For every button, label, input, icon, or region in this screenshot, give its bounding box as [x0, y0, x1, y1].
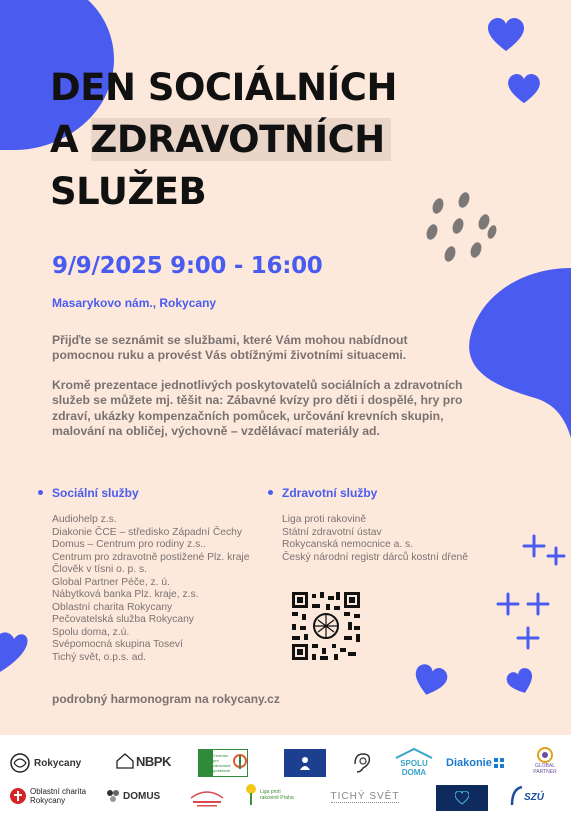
charita-text-2: Rokycany — [30, 796, 66, 805]
liga-proti-rakovine-logo — [244, 783, 300, 807]
list-item: Svépomocná skupina Toseví — [52, 639, 183, 650]
liga-logo-text: Liga proti rakovině Praha — [260, 789, 294, 801]
list-item: Spolu doma, z.ú. — [52, 626, 130, 638]
tosevi-logo — [186, 785, 228, 809]
nbpk-logo-text: NBPK — [136, 753, 171, 769]
blob-right-decoration — [455, 268, 571, 438]
social-services-heading-text: Sociální služby — [52, 486, 139, 500]
domus-icon — [106, 789, 120, 803]
heart-icon — [0, 632, 28, 674]
title-line-2-highlight: ZDRAVOTNÍCH — [91, 118, 391, 161]
list-item: Domus – Centrum pro rodiny z.s.. — [52, 539, 206, 550]
charita-cross-icon — [10, 788, 26, 804]
czp-logo-text: Centrum pro zdravotně postižené — [213, 753, 231, 773]
roof-icon — [394, 747, 434, 759]
qr-code-icon[interactable] — [292, 592, 360, 660]
list-item: Státní zdravotní ústav — [282, 526, 382, 538]
heart-icon — [508, 74, 540, 104]
oblastni-charita-logo — [10, 787, 86, 805]
diakonie-cross-icon — [494, 758, 504, 768]
szu-icon — [510, 785, 524, 809]
list-item: Rokycanská nemocnice a. s. — [282, 539, 414, 550]
rokycany-emblem-icon — [10, 753, 30, 773]
spolu-doma-text-1: SPOLU — [400, 759, 428, 768]
event-place: Masarykovo nám., Rokycany — [52, 296, 217, 310]
social-services-list — [38, 514, 249, 664]
list-item: Tichý svět, o.p.s. ad. — [52, 651, 147, 663]
social-services-heading — [38, 486, 249, 500]
bullet-icon — [268, 490, 273, 495]
event-datetime: 9/9/2025 9:00 - 16:00 — [52, 253, 323, 279]
nbpk-logo — [116, 753, 171, 769]
charita-text-1: Oblastní charita — [30, 787, 87, 796]
title-line-3: SLUŽEB — [50, 170, 207, 213]
title-line-2 — [50, 114, 397, 166]
spolu-doma-logo — [392, 745, 436, 779]
rokycany-logo — [10, 753, 81, 773]
diakonie-logo — [446, 757, 504, 769]
domus-logo-text: DOMUS — [123, 790, 161, 802]
list-item: Člověk v tísni o. p. s. — [52, 564, 147, 575]
global-partner-logo — [530, 747, 560, 775]
tichy-svet-logo — [328, 791, 402, 803]
ear-icon — [347, 750, 375, 778]
list-item: Global Partner Péče, z. ú. — [52, 576, 170, 588]
list-item: Diakonie ČCE – středisko Západní Čechy — [52, 526, 243, 538]
list-item: Audiohelp z.s. — [52, 514, 117, 525]
schedule-link[interactable]: podrobný harmonogram na rokycany.cz — [52, 692, 280, 706]
szu-logo — [510, 785, 544, 809]
heart-icon — [410, 660, 450, 701]
list-item: Český národní registr dárců kostní dřeně — [282, 551, 469, 563]
czp-mark-icon — [233, 753, 247, 773]
title-line-2-a: A — [50, 118, 91, 161]
global-partner-icon — [536, 747, 554, 763]
gray-dots-decoration — [420, 192, 500, 282]
intro-paragraph-1: Přijďte se seznámit se službami, které Vám mohou nabídnout pomocnou ruku a provést Vás obtížnými životními situacemi. — [52, 333, 408, 363]
heart-icon — [488, 18, 524, 52]
list-item: Centrum pro zdravotně postižené Plz. kraje — [52, 551, 250, 563]
social-services-column — [38, 486, 249, 664]
person-icon — [297, 755, 313, 771]
szu-logo-text: SZÚ — [524, 791, 544, 803]
spolu-doma-text-2: DOMA — [401, 768, 427, 777]
list-item: Liga proti rakovině — [282, 514, 367, 525]
diakonie-logo-text: Diakonie — [446, 757, 492, 769]
global-partner-text: GLOBAL PARTNER — [533, 763, 557, 775]
domus-logo — [106, 789, 160, 803]
list-item: Oblastní charita Rokycany — [52, 601, 173, 613]
health-services-column — [268, 486, 468, 564]
list-item: Nábytková banka Plz. kraje, z.s. — [52, 589, 199, 600]
page-title — [50, 62, 397, 218]
tosevi-icon — [187, 786, 227, 808]
audiohelp-logo — [346, 749, 376, 779]
house-icon — [116, 753, 134, 769]
partner-logos-strip — [0, 735, 571, 817]
intro-paragraph-2: Kromě prezentace jednotlivých poskytovatelů sociálních a zdravotních služeb se můžete mj. těšit na: Zábavné kvízy pro děti i dospělé, hry pro zdraví, ukázky kompenzačních pomůcek, určování krevních skupin, malování na obličej, výchovně – vzdělávací materiály ad. — [52, 378, 463, 439]
bullet-icon — [38, 490, 43, 495]
registr-heart-icon — [455, 791, 469, 805]
czp-logo — [198, 749, 248, 777]
title-line-1: DEN SOCIÁLNÍCH — [50, 66, 397, 109]
health-services-heading-text: Zdravotní služby — [282, 486, 378, 500]
health-services-list — [268, 514, 468, 564]
plus-signs-decoration — [490, 532, 571, 672]
tichy-svet-logo-text: TICHÝ SVĚT — [330, 791, 400, 802]
rokycany-logo-text: Rokycany — [34, 757, 82, 769]
registr-darcu-logo — [436, 785, 488, 811]
clovek-v-tisni-logo — [284, 749, 326, 777]
health-services-heading — [268, 486, 468, 500]
list-item: Pečovatelská služba Rokycany — [52, 614, 194, 625]
daffodil-icon — [244, 783, 258, 807]
